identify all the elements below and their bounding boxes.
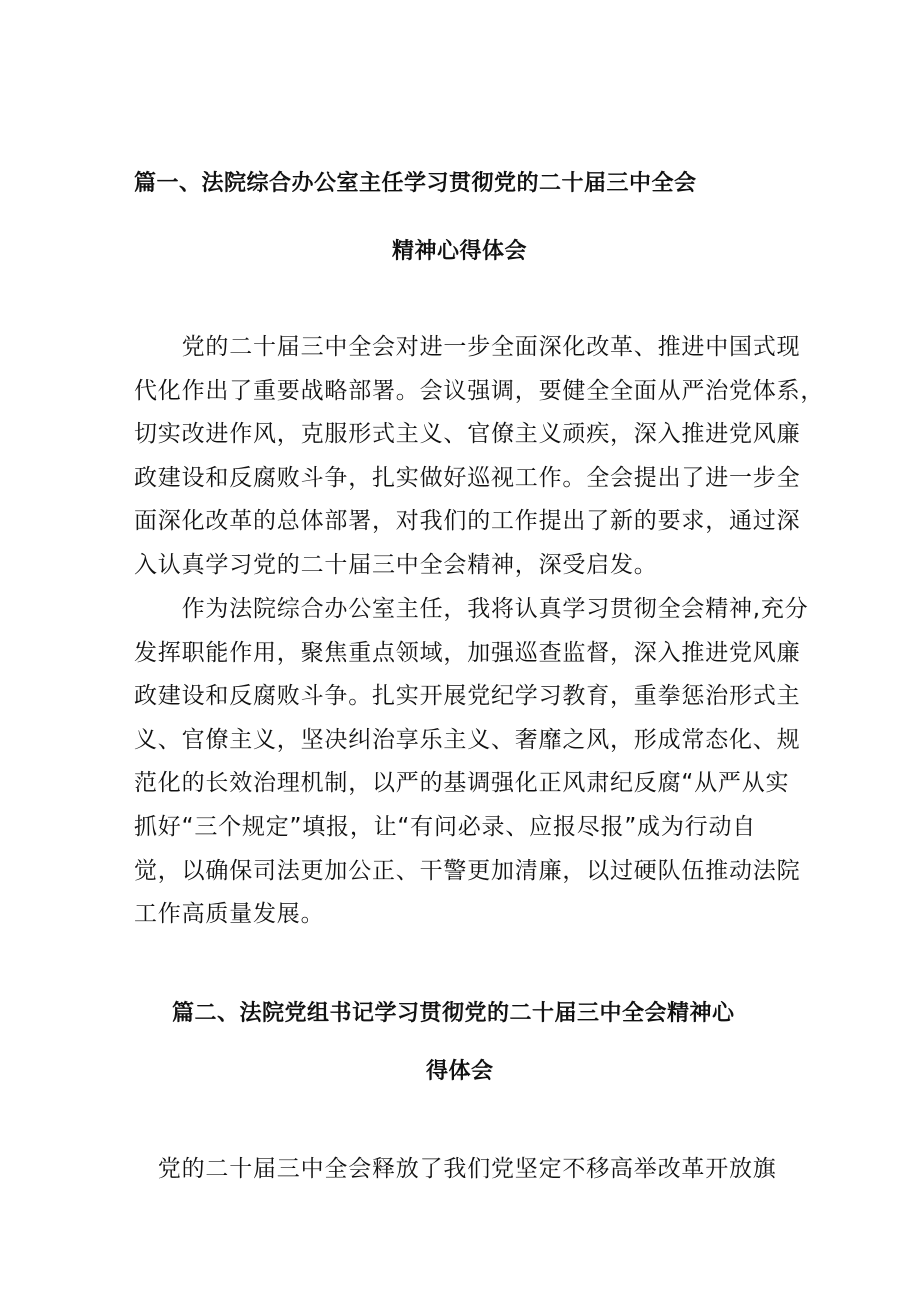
section1-paragraph-1: [134, 326, 825, 588]
text-line: 面深化改革的总体部署，对我们的工作提出了新的要求，通过深: [134, 508, 801, 535]
text-line: 作为法院综合办公室主任，我将认真学习贯彻全会精神,充分: [134, 596, 809, 622]
text-line: 工作高质量发展。: [134, 901, 325, 928]
text-line: 义、官僚主义，坚决纠治享乐主义、奢靡之风，形成常态化、规: [134, 726, 801, 753]
text-line: 入认真学习党的二十届三中全会精神，深受启发。: [134, 551, 658, 578]
text-line: 政建设和反腐败斗争，扎实做好巡视工作。全会提出了进一步全: [134, 464, 801, 491]
text-line: 切实改进作风，克服形式主义、官僚主义顽疾，深入推进党风廉: [134, 421, 801, 448]
text-line: 党的二十届三中全会对进一步全面深化改革、推进中国式现: [134, 334, 801, 360]
text-line: 发挥职能作用，聚焦重点领域，加强巡查监督，深入推进党风廉: [134, 639, 801, 666]
text-line: 代化作出了重要战略部署。会议强调，要健全全面从严治党体系，: [134, 377, 825, 404]
section2-paragraph-1: [134, 1148, 794, 1192]
section1-title-line2: 精神心得体会: [392, 239, 528, 264]
section1-title-line1: 篇一、法院综合办公室主任学习贯彻党的二十届三中全会: [134, 171, 697, 196]
text-line: 党的二十届三中全会释放了我们党坚定不移高举改革开放旗: [134, 1156, 777, 1182]
text-line: 政建设和反腐败斗争。扎实开展党纪学习教育，重拳惩治形式主: [134, 683, 801, 710]
section1-paragraph-2: [134, 588, 809, 937]
section2-title-line1: 篇二、法院党组书记学习贯彻党的二十届三中全会精神心: [172, 1001, 735, 1026]
text-line: 范化的长效治理机制，以严的基调强化正风肃纪反腐“从严从实: [134, 770, 790, 797]
section2-title-line2: 得体会: [426, 1059, 494, 1084]
text-line: 觉，以确保司法更加公正、干警更加清廉，以过硬队伍推动法院: [134, 857, 801, 884]
text-line: 抓好“三个规定”填报，让“有问必录、应报尽报”成为行动自: [134, 813, 757, 840]
